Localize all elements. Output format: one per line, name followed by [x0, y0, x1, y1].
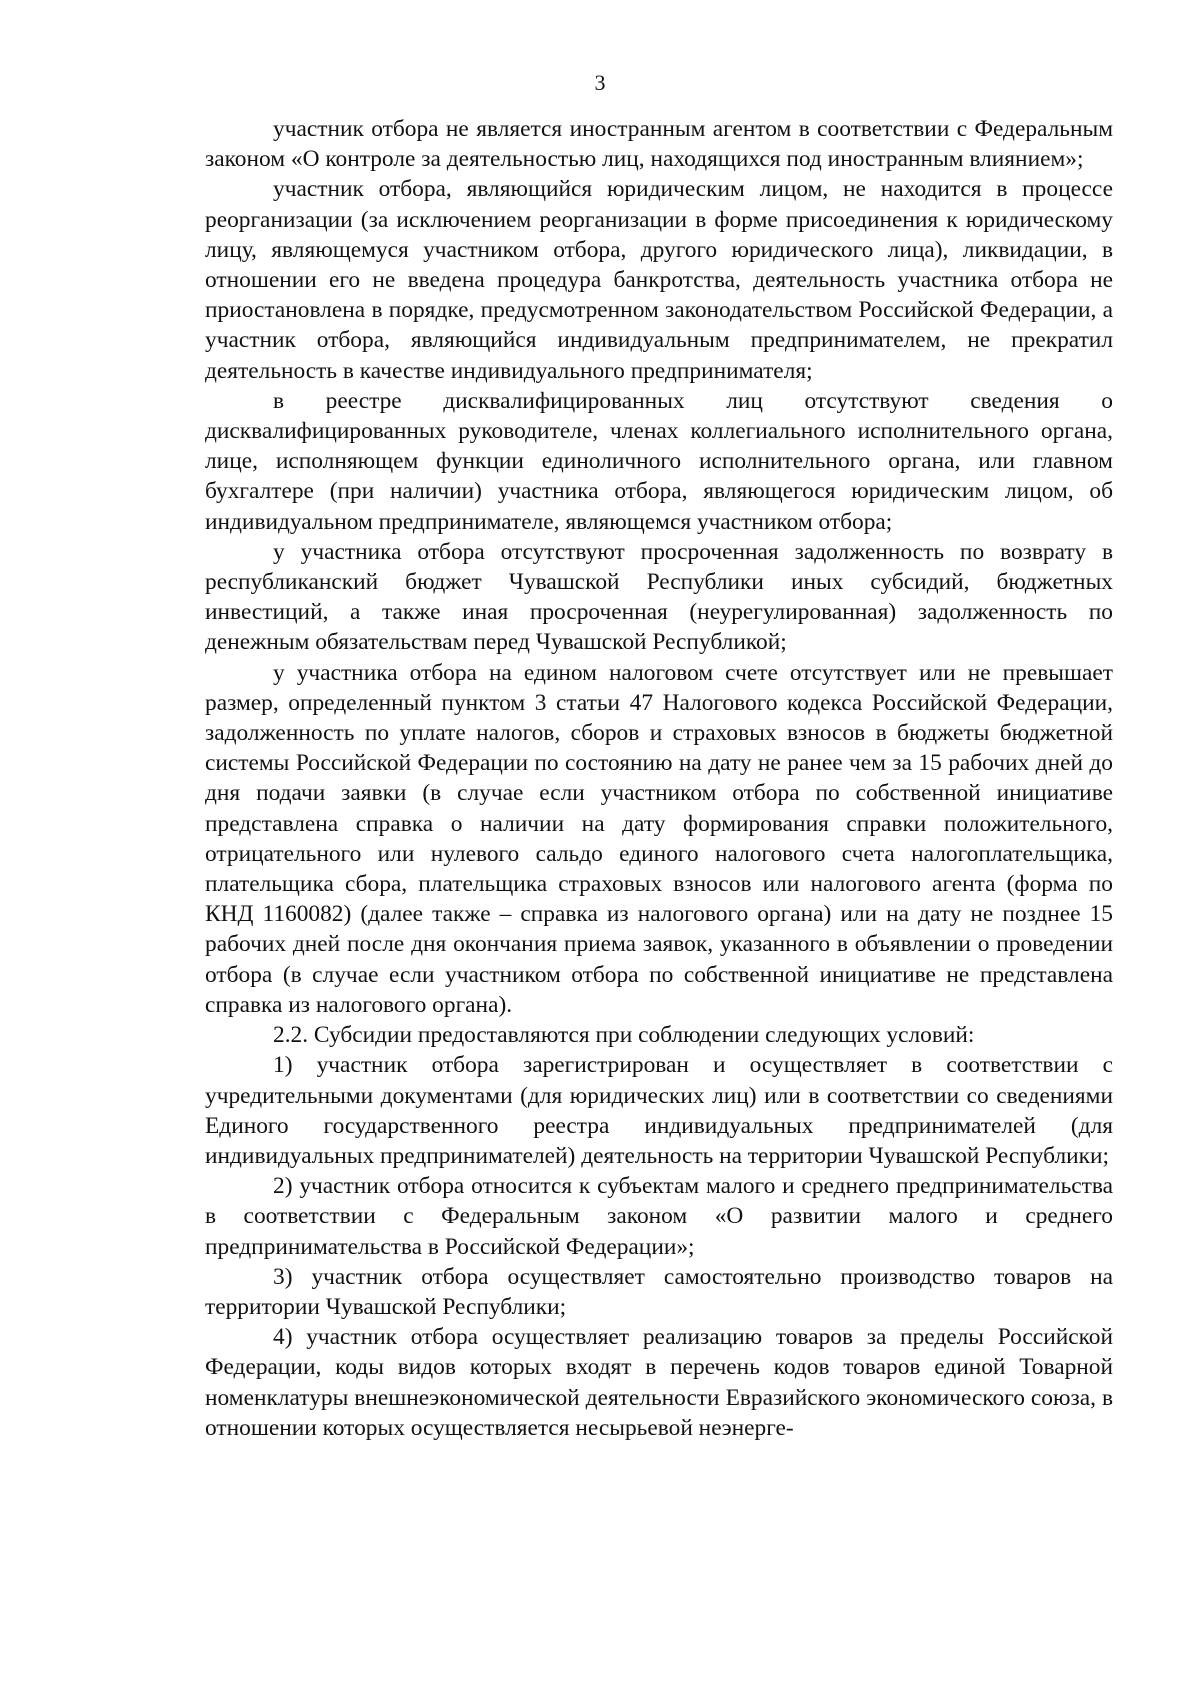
paragraph-disqualified-registry: в реестре дисквалифицированных лиц отсутствуют сведения о дисквалифицированных руководителе, членах коллегиального исполнительного органа, лице, исполняющем функции единоличного исполнительного органа, или главном бухгалтере (при наличии) участника отбора, являющегося юридическим лицом, об индивидуальном предпринимателе, являющемся участником отбора; — [205, 387, 1113, 535]
paragraph-condition-3: 3) участник отбора осуществляет самостоятельно производство товаров на территории Чувашской Республики; — [205, 1263, 1113, 1320]
document-body — [205, 114, 1113, 1443]
paragraph-foreign-agent: участник отбора не является иностранным агентом в соответствии с Федеральным законом «О контроле за деятельностью лиц, находящихся под иностранным влиянием»; — [205, 116, 1113, 173]
paragraph-tax-account: у участника отбора на едином налоговом счете отсутствует или не превышает размер, определенный пунктом 3 статьи 47 Налогового кодекса Российской Федерации, задолженность по уплате налогов, сборов и страховых взносов в бюджеты бюджетной системы Российской Федерации по состоянию на дату не ранее чем за 15 рабочих дней до дня подачи заявки (в случае если участником отбора по собственной инициативе представлена справка о наличии на дату формирования справки положительного, отрицательного или нулевого сальдо единого налогового счета налогоплательщика, плательщика сбора, плательщика страховых взносов или налогового агента (форма по КНД 1160082) (далее также – справка из налогового органа) или на дату не позднее 15 рабочих дней после дня окончания приема заявок, указанного в объявлении о проведении отбора (в случае если участником отбора по собственной инициативе не представлена справка из налогового органа). — [205, 659, 1113, 1018]
paragraph-section-2-2: 2.2. Субсидии предоставляются при соблюдении следующих условий: — [273, 1022, 975, 1049]
paragraph-condition-2: 2) участник отбора относится к субъектам малого и среднего предпринимательства в соответствии с Федеральным законом «О развитии малого и среднего предпринимательства в Российской Федерации»; — [205, 1173, 1113, 1260]
paragraph-condition-1: 1) участник отбора зарегистрирован и осуществляет в соответствии с учредительными документами (для юридических лиц) или в соответствии со сведениями Единого государственного реестра индивидуальных предпринимателей (для индивидуальных предпринимателей) деятельность на территории Чувашской Республики; — [205, 1052, 1113, 1169]
paragraph-condition-4: 4) участник отбора осуществляет реализацию товаров за пределы Российской Федерации, коды видов которых входят в перечень кодов товаров единой Товарной номенклатуры внешнеэкономической деятельности Евразийского экономического союза, в отношении которых осуществляется несырьевой неэнерге- — [205, 1324, 1113, 1441]
paragraph-reorganization: участник отбора, являющийся юридическим лицом, не находится в процессе реорганизации (за исключением реорганизации в форме присоединения к юридическому лицу, являющемуся участником отбора, другого юридического лица), ликвидации, в отношении его не введена процедура банкротства, деятельность участника отбора не приостановлена в порядке, предусмотренном законодательством Российской Федерации, а участник отбора, являющийся индивидуальным предпринимателем, не прекратил деятельность в качестве индивидуального предпринимателя; — [205, 176, 1113, 384]
page-number: 3 — [594, 70, 606, 95]
paragraph-overdue-debt: у участника отбора отсутствуют просроченная задолженность по возврату в республиканский бюджет Чувашской Республики иных субсидий, бюджетных инвестиций, а также иная просроченная (неурегулированная) задолженность по денежным обязательствам перед Чувашской Республикой; — [205, 538, 1113, 656]
